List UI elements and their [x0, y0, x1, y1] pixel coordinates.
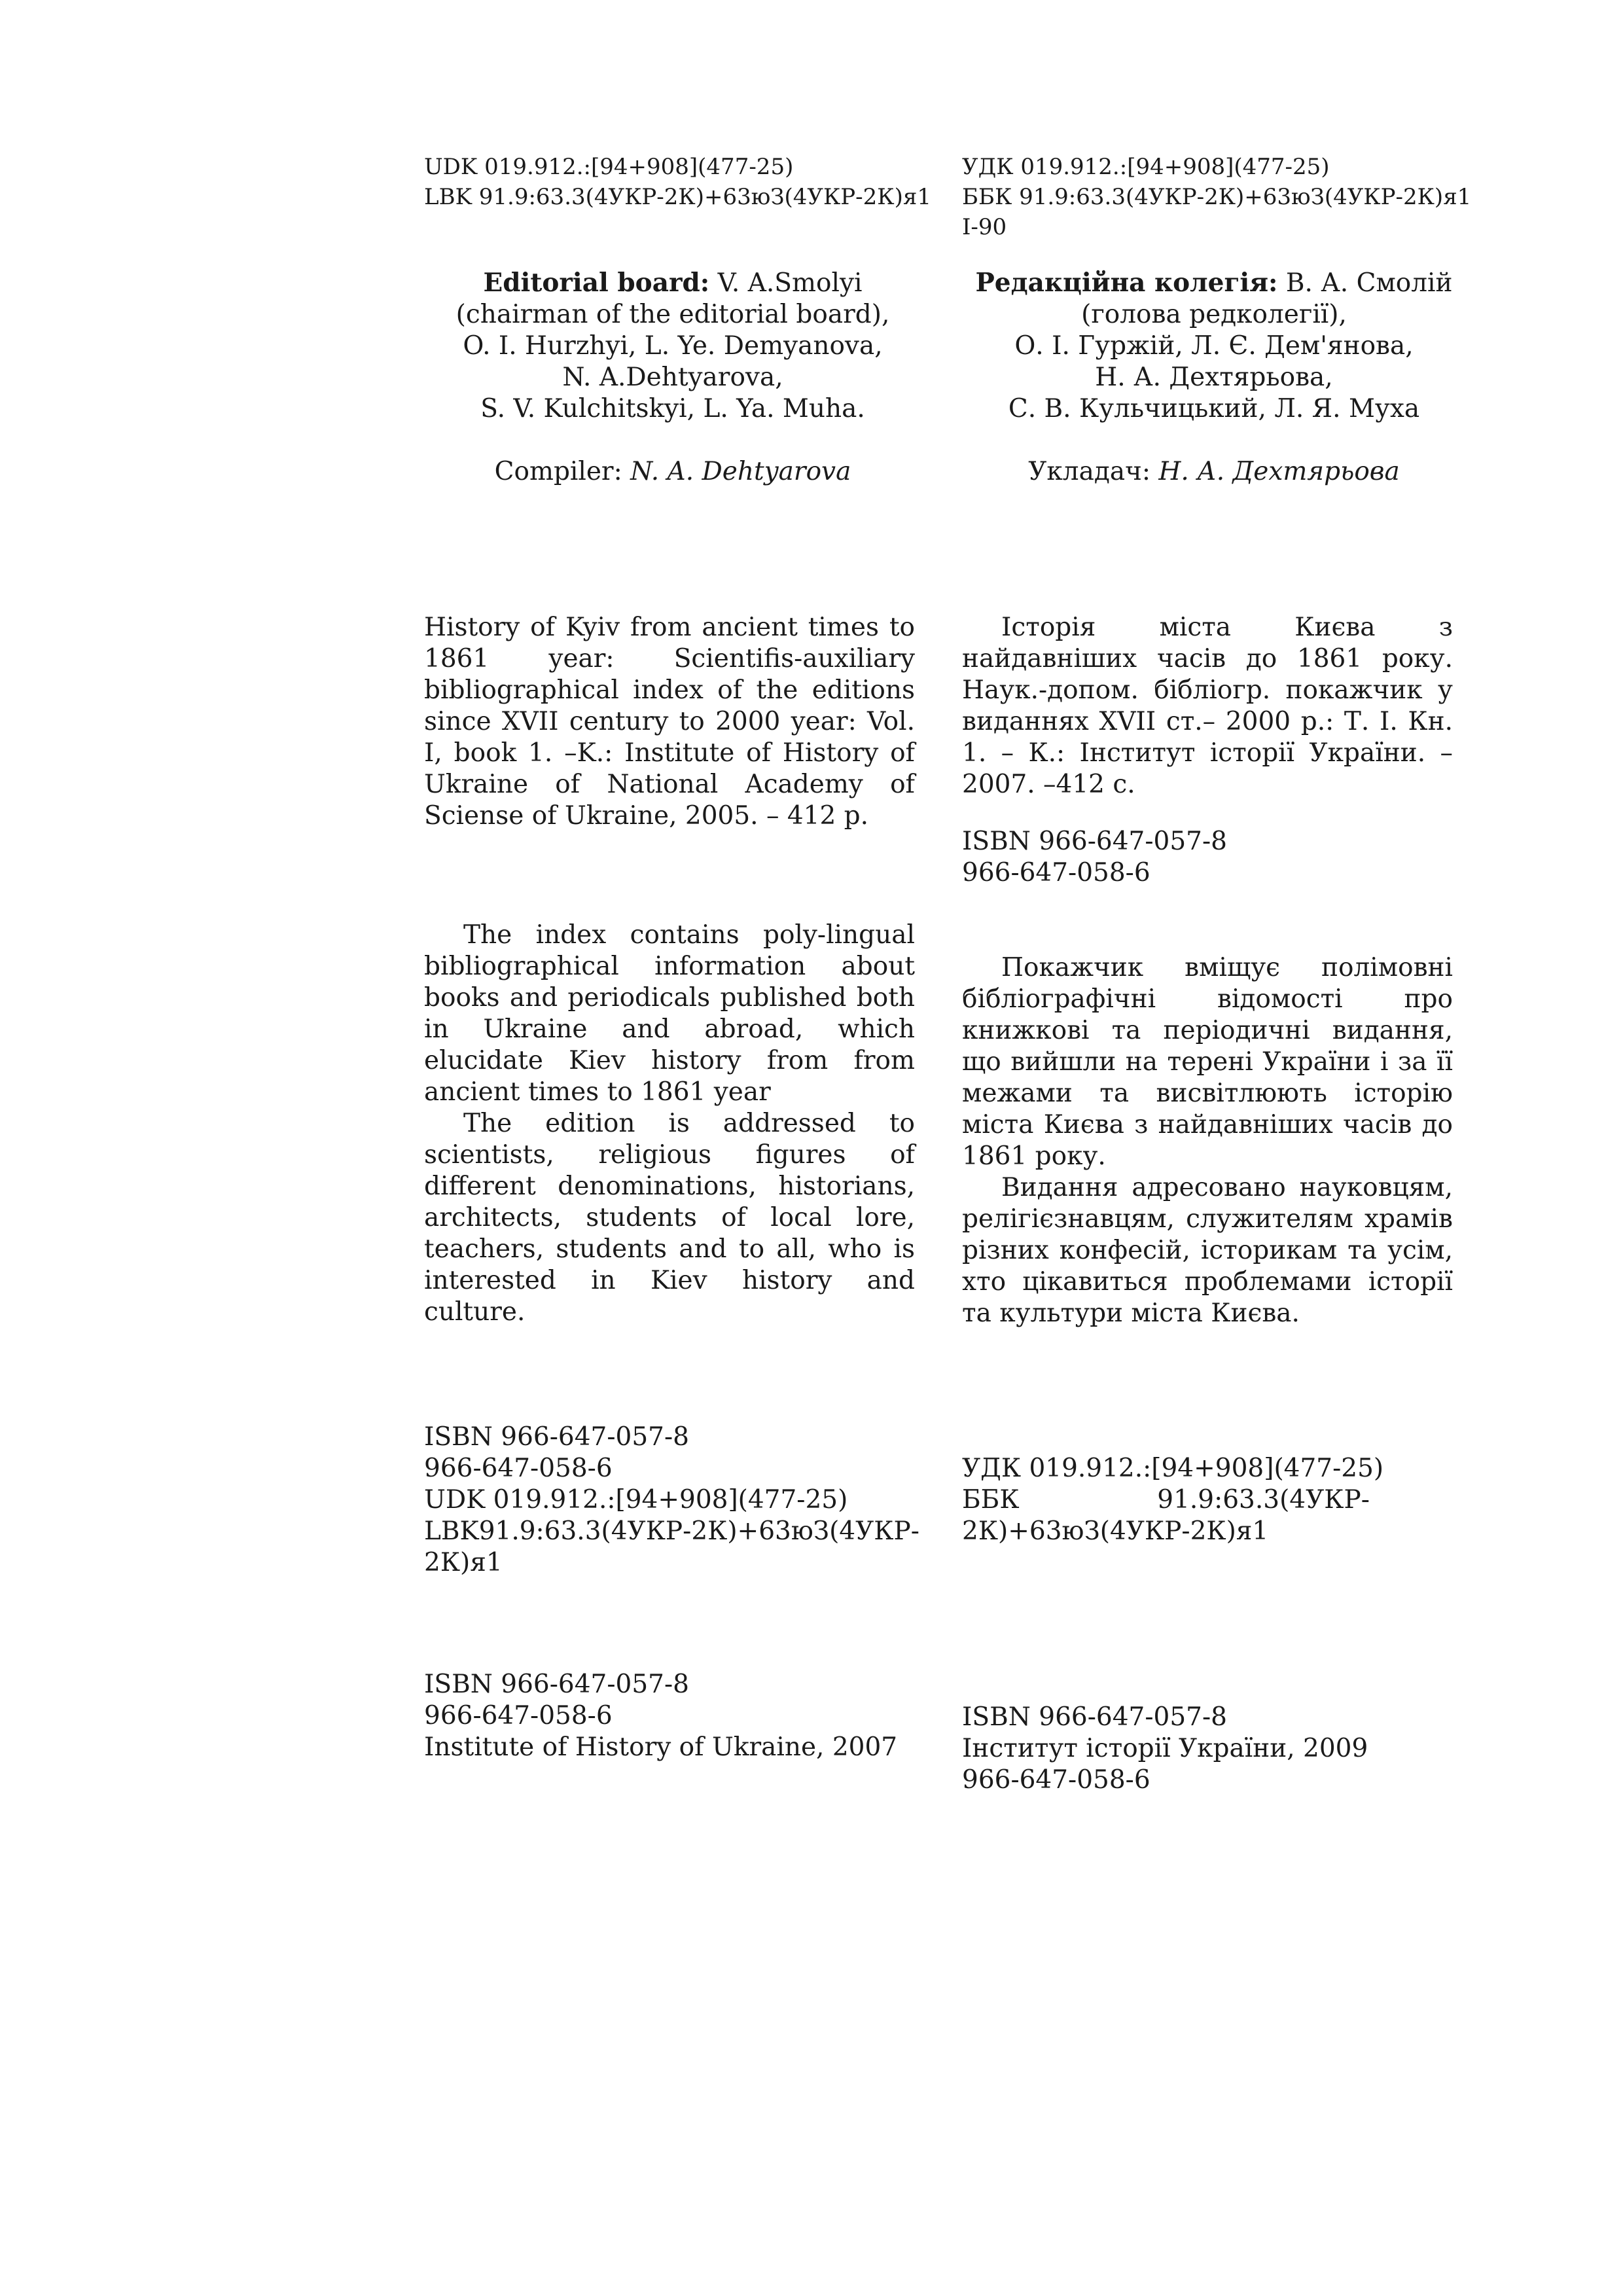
en-editorial-board	[424, 267, 921, 425]
en-compiler	[424, 456, 921, 488]
en-lbk-line: LBK91.9:63.3(4УКР-2К)+63юЗ(4УКР-	[424, 1516, 919, 1546]
uk-isbn-line: 966-647-058-6	[962, 858, 1150, 888]
uk-abstract-paragraph-2: Видання адресовано науковцям, релігієзнавцям, служителям храмів різних конфесій, історикам та усім, хто цікавиться проблемами історії та культури міста Києва.	[962, 1173, 1453, 1328]
en-isbn-codes-block	[424, 1422, 921, 1579]
uk-isbn-line: 966-647-058-6	[962, 1765, 1150, 1795]
uk-editorial-board	[962, 267, 1466, 425]
uk-udk-code: УДК 019.912.:[94+908](477-25)	[962, 154, 1330, 180]
en-board-line: O. I. Hurzhyi, L. Ye. Demyanova,	[463, 331, 883, 361]
en-udk-code: UDK 019.912.:[94+908](477-25)	[424, 154, 794, 180]
uk-abstract-paragraph-1: Покажчик вміщує полімовні бібліографічні відомості про книжкові та періодичні видання, що вийшли на терені України і за її межами та висвітлюють історію міста Києва з найдавніших часів до 1861 року.	[962, 953, 1453, 1171]
en-board-line: N. A.Dehtyarova,	[562, 363, 783, 392]
en-lbk-code: LBK 91.9:63.3(4УКР-2К)+63юЗ(4УКР-2К)я1	[424, 184, 931, 210]
uk-udk-line: УДК 019.912.:[94+908](477-25)	[962, 1454, 1384, 1483]
en-publisher-line: Institute of History of Ukraine, 2007	[424, 1732, 898, 1762]
en-board-chairman: V. A.Smolyi	[709, 268, 863, 298]
en-citation: History of Kyiv from ancient times to 1861 year: Scientifis-auxiliary bibliographical index of the editions since XVII century to 2000 year: Vol. I, book 1. –K.: Institute of History of Ukraine of National Academy of Sciense of Ukraine, 2005. – 412 p.	[424, 613, 915, 831]
en-classification-codes	[424, 152, 931, 212]
en-isbn-line: 966-647-058-6	[424, 1701, 613, 1731]
en-isbn-publisher-block	[424, 1669, 921, 1763]
uk-board-line: (голова редколегії),	[1081, 300, 1347, 329]
uk-codes-block	[962, 1453, 1459, 1547]
en-board-line: (chairman of the editorial board),	[455, 300, 890, 329]
en-udk-line: UDK 019.912.:[94+908](477-25)	[424, 1485, 848, 1515]
uk-publisher-line: Інститут історії України, 2009	[962, 1734, 1368, 1763]
uk-bbk-line: 2К)+63юЗ(4УКР-2К)я1	[962, 1516, 1269, 1546]
uk-board-label: Редакційна колегія:	[975, 268, 1278, 298]
uk-compiler-name: Н. А. Дехтярьова	[1158, 457, 1400, 486]
en-board-label: Editorial board:	[483, 268, 710, 298]
uk-compiler-label: Укладач:	[1028, 457, 1159, 486]
uk-classification-codes	[962, 152, 1472, 242]
uk-board-chairman: В. А. Смолій	[1277, 268, 1453, 298]
uk-compiler	[962, 456, 1466, 488]
uk-board-line: С. В. Кульчицький, Л. Я. Муха	[1008, 394, 1420, 423]
en-compiler-name: N. A. Dehtyarova	[630, 457, 851, 486]
uk-bbk-code: ББК 91.9:63.3(4УКР-2К)+63юЗ(4УКР-2К)я1	[962, 184, 1472, 210]
en-board-line: S. V. Kulchitskyi, L. Ya. Muha.	[480, 394, 865, 423]
en-compiler-label: Compiler:	[494, 457, 631, 486]
en-abstract	[424, 920, 915, 1328]
uk-isbn-line: ISBN 966-647-057-8	[962, 827, 1227, 856]
en-isbn-line: ISBN 966-647-057-8	[424, 1670, 689, 1699]
en-isbn-line: ISBN 966-647-057-8	[424, 1422, 689, 1452]
en-lbk-line: 2К)я1	[424, 1548, 503, 1577]
uk-isbn-block	[962, 826, 1466, 889]
en-abstract-paragraph-2: The edition is addressed to scientists, religious figures of different denominations, historians, architects, students of local lore, teachers, students and to all, who is interested in Kiev history and culture.	[424, 1109, 915, 1327]
uk-board-line: Н. А. Дехтярьова,	[1095, 363, 1333, 392]
uk-citation: Історія міста Києва з найдавніших часів до 1861 року. Наук.-допом. бібліогр. покажчик у виданнях XVII ст.– 2000 р.: Т. І. Кн. 1. – К.: Інститут історії України. – 2007. –412 с.	[962, 613, 1453, 799]
uk-isbn-line: ISBN 966-647-057-8	[962, 1702, 1227, 1732]
en-abstract-paragraph-1: The index contains poly-lingual bibliographical information about books and periodicals published both in Ukraine and abroad, which elucidate Kiev history from from ancient times to 1861 year	[424, 920, 915, 1107]
en-isbn-line: 966-647-058-6	[424, 1454, 613, 1483]
uk-bbk-line: ББК 91.9:63.3(4УКР-	[962, 1485, 1370, 1515]
uk-abstract	[962, 952, 1453, 1329]
uk-author-cipher: І-90	[962, 214, 1007, 240]
uk-board-line: О. І. Гуржій, Л. Є. Дем'янова,	[1014, 331, 1414, 361]
uk-isbn-publisher-block	[962, 1702, 1466, 1796]
